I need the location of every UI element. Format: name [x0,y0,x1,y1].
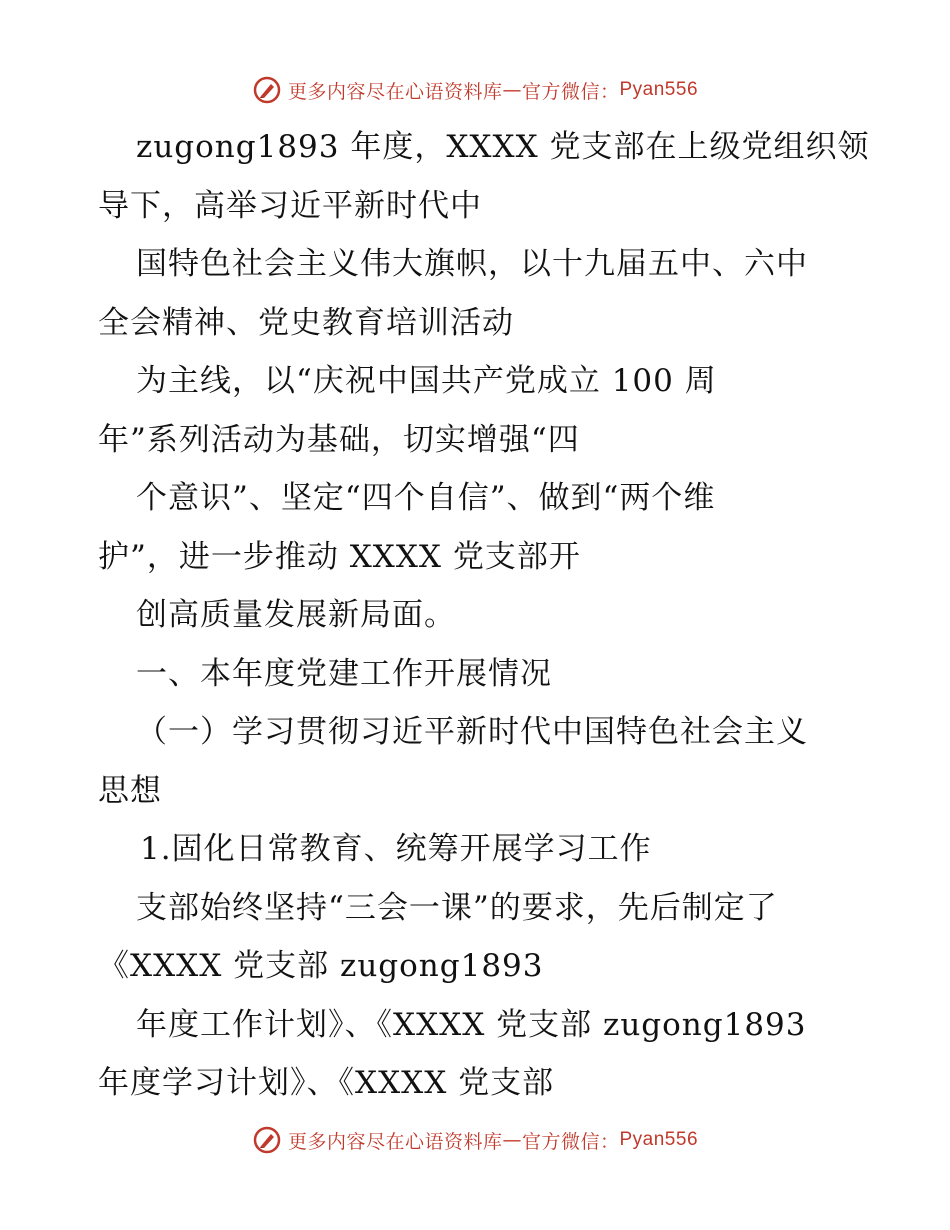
watermark-main-text: 更多内容尽在心语资料库 [287,1130,503,1153]
watermark-account: Pyan556 [619,1129,699,1150]
watermark-account: Pyan556 [619,79,699,100]
text-line: 《XXXX 党支部 zugong1893 [98,948,544,984]
text-line: zugong1893 年度，XXXX 党支部在上级党组织领 [136,129,870,165]
document-body [98,118,870,1113]
pen-circle-icon [252,1125,282,1155]
subsection-heading: （一）学习贯彻习近平新时代中国特色社会主义 [136,714,808,750]
text-line: 个意识”、坚定“四个自信”、做到“两个维 [136,480,716,516]
watermark-label: 官方微信： [521,1130,620,1153]
text-line: 国特色社会主义伟大旗帜，以十九届五中、六中 [136,246,808,282]
watermark-main-text: 更多内容尽在心语资料库 [287,80,503,103]
item-heading: 1.固化日常教育、统筹开展学习工作 [140,831,652,867]
text-line: 导下，高举习近平新时代中 [98,187,482,224]
text-line: 年度工作计划》、《XXXX 党支部 zugong1893 [136,1006,807,1043]
text-line: 支部始终坚持“三会一课”的要求，先后制定了 [136,889,778,926]
text-line: 创高质量发展新局面。 [136,597,456,633]
footer-watermark [0,1120,950,1160]
text-line: 年”系列活动为基础，切实增强“四 [98,421,580,458]
section-heading: 一、本年度党建工作开展情况 [136,655,552,692]
text-line: 护”，进一步推动 XXXX 党支部开 [98,538,581,575]
watermark-separator: — [502,1129,522,1151]
watermark-label: 官方微信： [521,80,620,103]
text-line: 为主线，以“庆祝中国共产党成立 100 周 [136,363,717,399]
pen-circle-icon [252,75,282,105]
watermark-separator: — [502,79,522,101]
subsection-heading-cont: 思想 [98,772,162,809]
text-line: 年度学习计划》、《XXXX 党支部 [98,1065,555,1101]
text-line: 全会精神、党史教育培训活动 [98,304,514,341]
header-watermark [0,70,950,110]
